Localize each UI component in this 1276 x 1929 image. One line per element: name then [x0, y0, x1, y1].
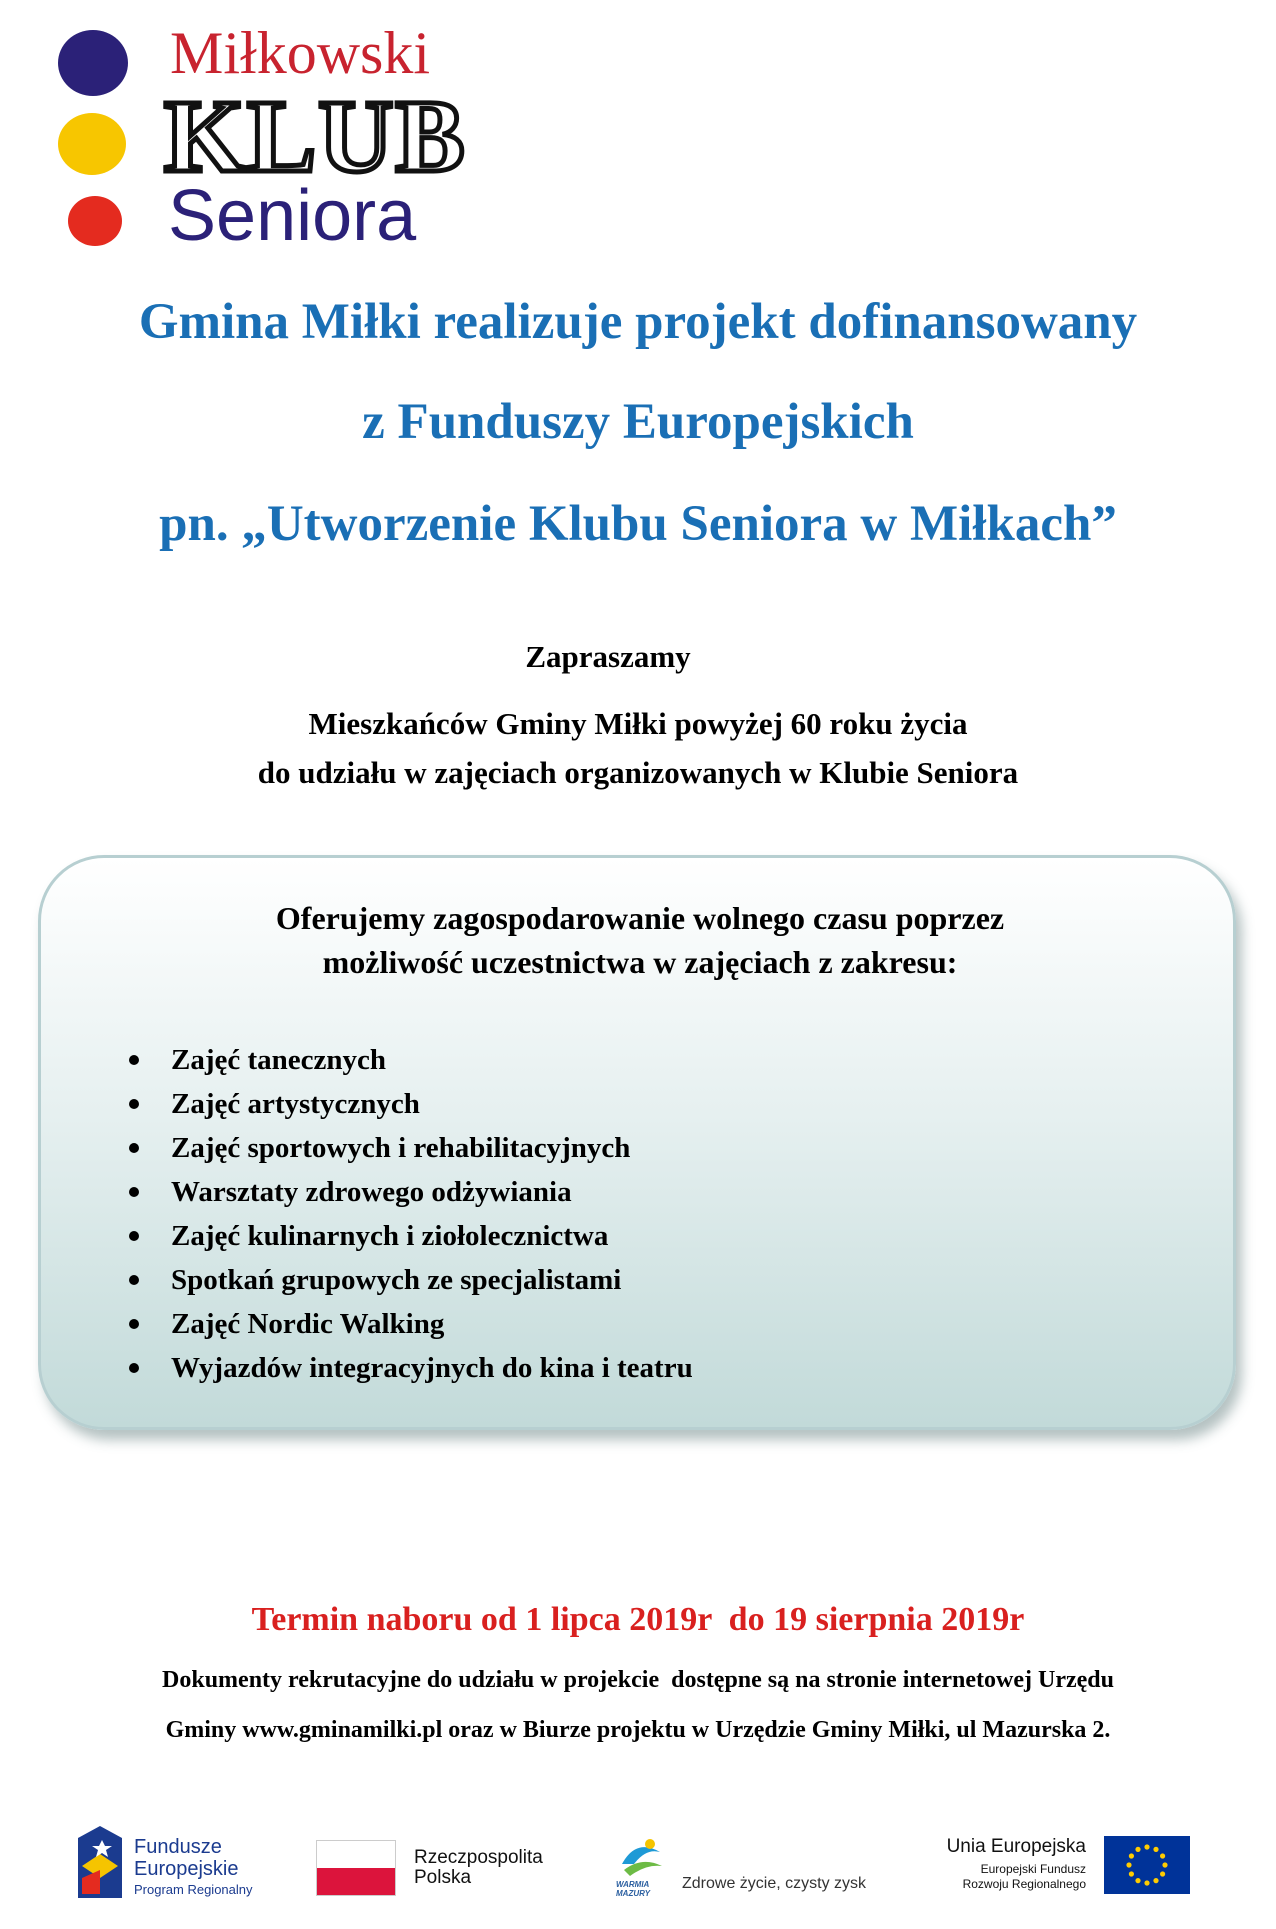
bullet-icon: [129, 1187, 139, 1197]
heading-line-3: pn. „Utworzenie Klubu Seniora w Miłkach”: [159, 496, 1117, 552]
rp-line-2: Polska: [414, 1867, 472, 1888]
fe-line-1: Fundusze: [134, 1836, 222, 1858]
wm-line-2: MAZURY: [616, 1889, 651, 1898]
invitation-line-1: Mieszkańców Gminy Miłki powyżej 60 roku życia: [308, 706, 968, 741]
bullet-icon: [129, 1319, 139, 1329]
list-item: Wyjazdów integracyjnych do kina i teatru: [121, 1346, 693, 1390]
eu-flag-icon: [1104, 1836, 1190, 1894]
recruitment-docs-line-1: Dokumenty rekrutacyjne do udziału w projekcie dostępne są na stronie internetowej Urzędu: [162, 1667, 1114, 1693]
logo-line-milkowski: Miłkowski: [170, 20, 431, 86]
logo-line-klub: KLUB: [164, 79, 467, 194]
offer-list: [121, 1038, 693, 1390]
ue-line-1: Unia Europejska: [946, 1836, 1086, 1857]
offer-title-line-1: Oferujemy zagospodarowanie wolnego czasu poprzez: [275, 900, 1005, 936]
dot-yellow: [58, 113, 126, 175]
rp-line-1: Rzeczpospolita: [414, 1847, 543, 1868]
polish-flag-icon: [316, 1840, 396, 1896]
bullet-icon: [129, 1363, 139, 1373]
heading-line-2: z Funduszy Europejskich: [362, 394, 914, 450]
list-item: Spotkań grupowych ze specjalistami: [121, 1258, 693, 1302]
bullet-icon: [129, 1099, 139, 1109]
recruitment-docs-line-2: Gminy www.gminamilki.pl oraz w Biurze projektu w Urzędzie Gminy Miłki, ul Mazurska 2.: [165, 1717, 1111, 1743]
offer-box: [38, 855, 1236, 1430]
list-item: Zajęć sportowych i rehabilitacyjnych: [121, 1126, 693, 1170]
invitation-title: Zapraszamy: [525, 639, 691, 674]
fundusze-europejskie-logo-icon: [78, 1826, 122, 1898]
list-item: Zajęć Nordic Walking: [121, 1302, 693, 1346]
list-item: Zajęć kulinarnych i ziołolecznictwa: [121, 1214, 693, 1258]
bullet-icon: [129, 1143, 139, 1153]
list-item: Zajęć tanecznych: [121, 1038, 693, 1082]
offer-title-line-2: możliwość uczestnictwa w zajęciach z zakresu:: [322, 944, 958, 980]
dot-blue: [58, 30, 128, 96]
wm-slogan: Zdrowe życie, czysty zysk: [682, 1875, 867, 1892]
invitation-line-2: do udziału w zajęciach organizowanych w Klubie Seniora: [257, 755, 1019, 790]
bullet-icon: [129, 1275, 139, 1285]
heading-line-1: Gmina Miłki realizuje projekt dofinansowany: [138, 294, 1138, 350]
warmia-mazury-logo-icon: [616, 1834, 666, 1880]
fe-line-3: Program Regionalny: [134, 1882, 253, 1897]
bullet-icon: [129, 1231, 139, 1241]
fe-line-2: Europejskie: [134, 1858, 239, 1880]
ue-line-2: Europejski Fundusz: [980, 1862, 1086, 1876]
list-item: Warsztaty zdrowego odżywiania: [121, 1170, 693, 1214]
list-item: Zajęć artystycznych: [121, 1082, 693, 1126]
recruitment-deadline: Termin naboru od 1 lipca 2019r do 19 sierpnia 2019r: [251, 1601, 1025, 1638]
dot-red: [68, 196, 122, 246]
wm-line-1: WARMIA: [616, 1880, 650, 1889]
logo-line-seniora: Seniora: [168, 176, 417, 256]
ue-line-3: Rozwoju Regionalnego: [962, 1877, 1086, 1891]
bullet-icon: [129, 1055, 139, 1065]
